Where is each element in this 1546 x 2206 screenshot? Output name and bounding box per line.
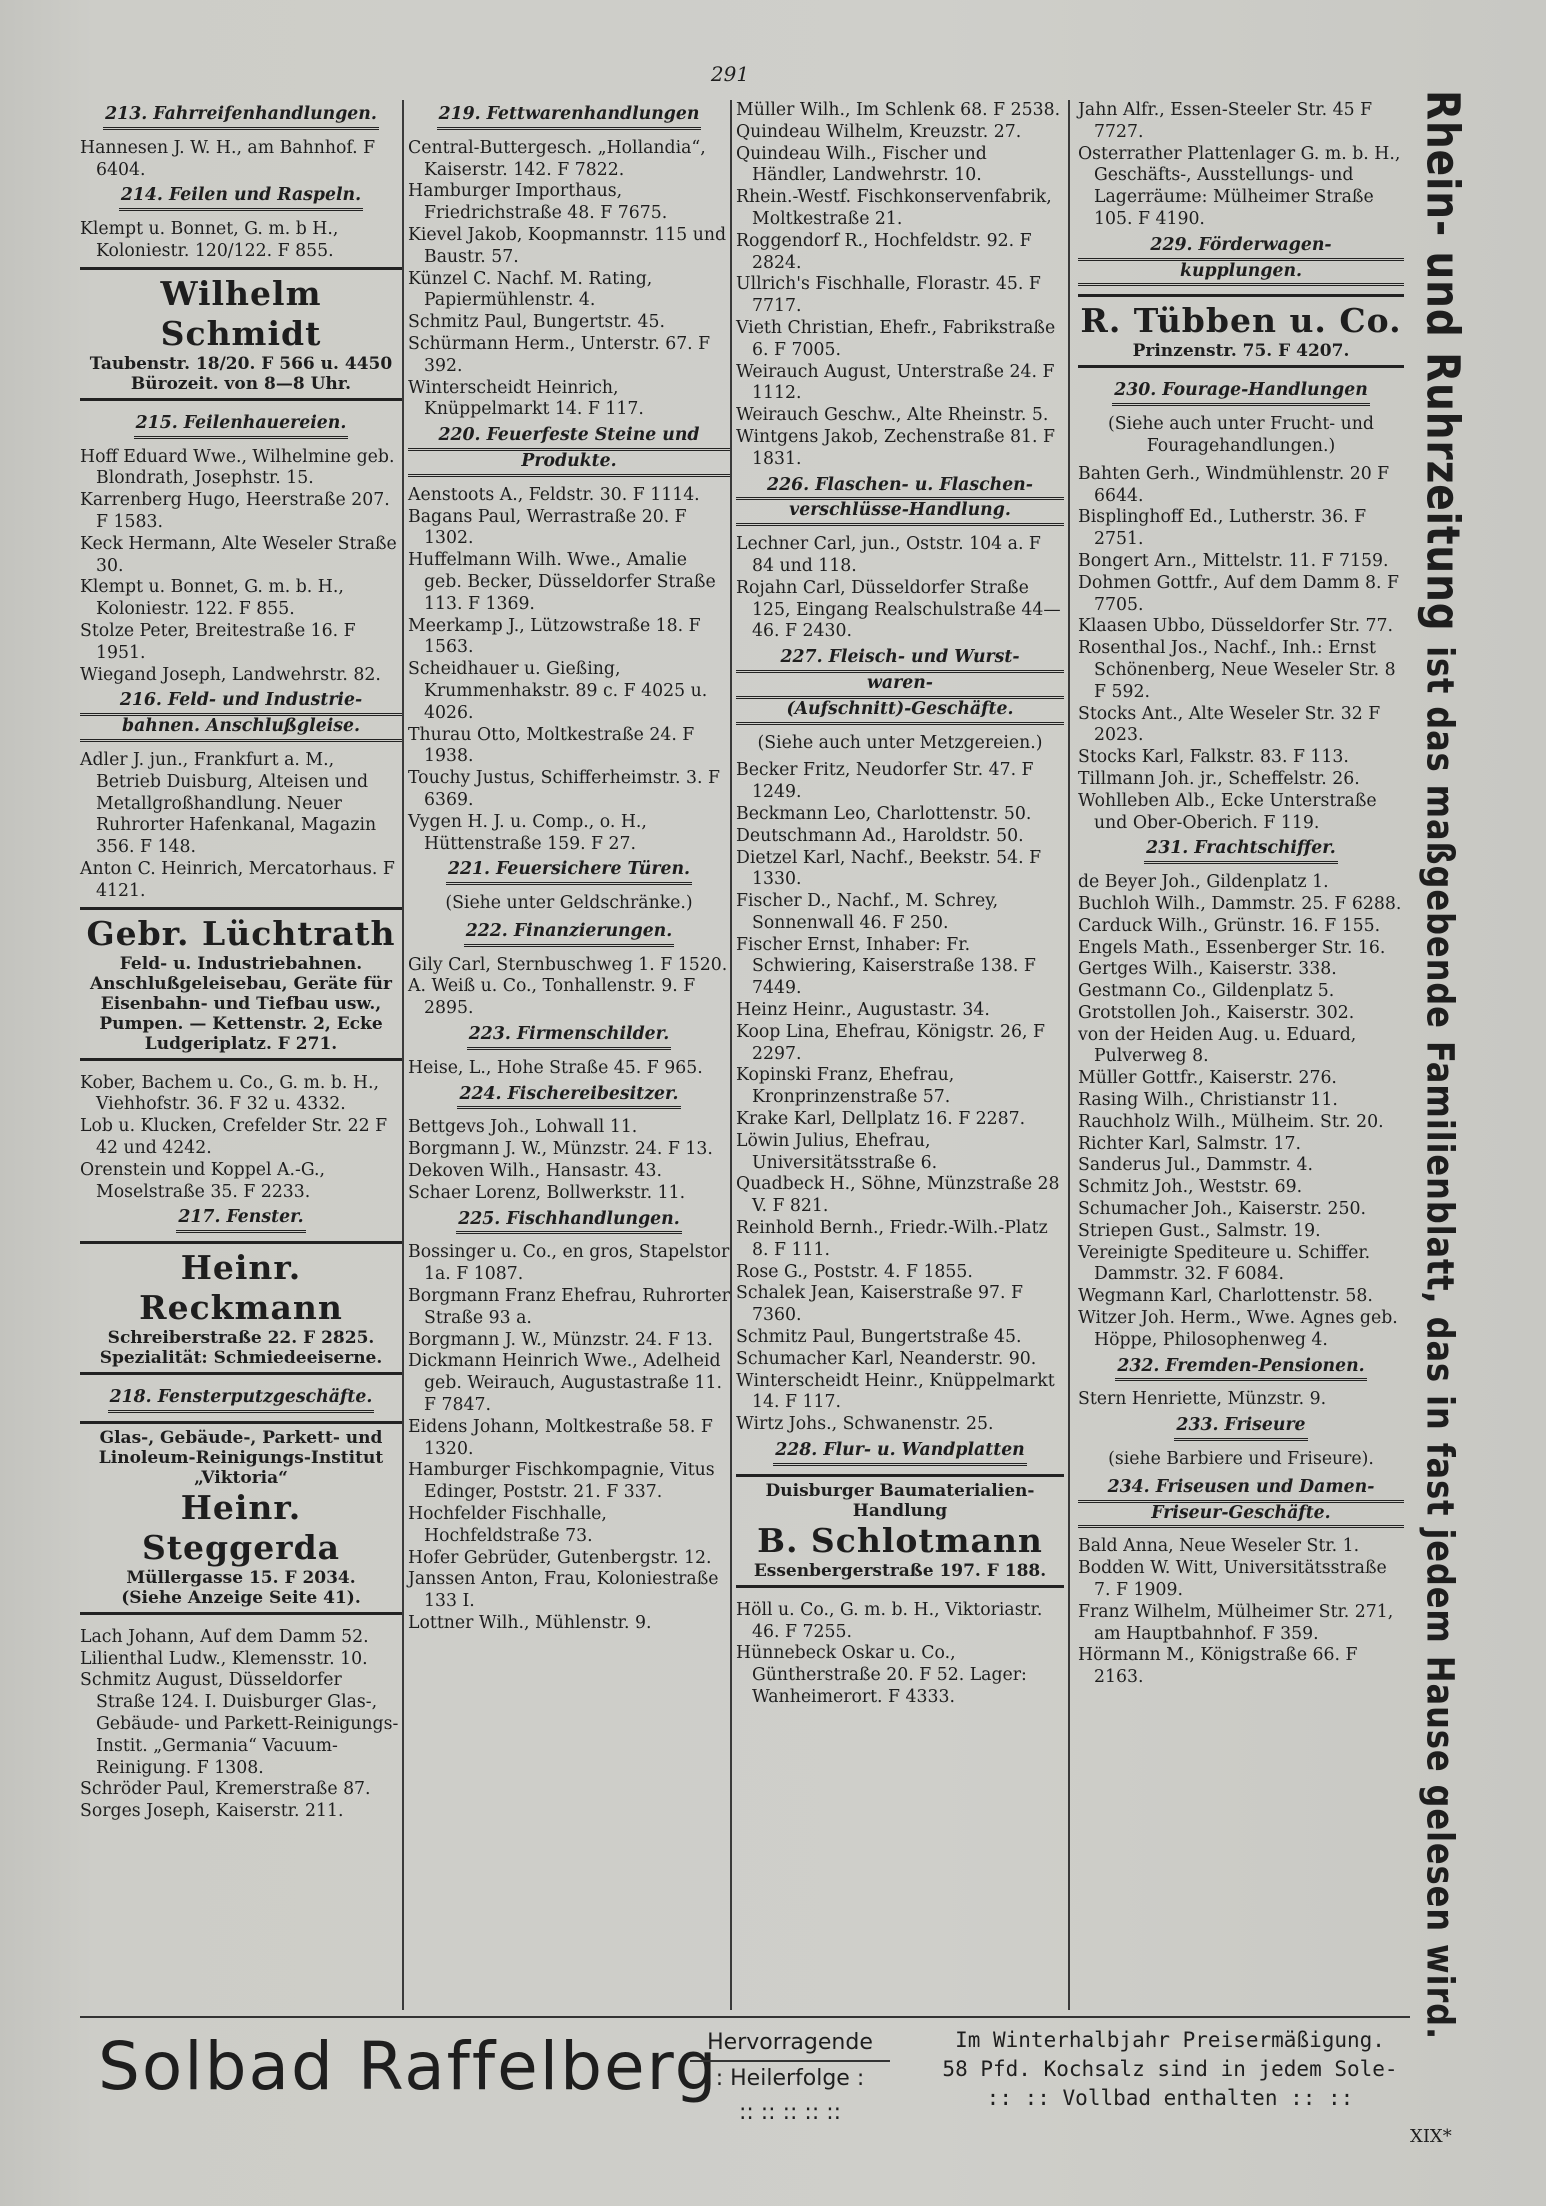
directory-entry: Schaer Lorenz, Bollwerkstr. 11. xyxy=(408,1182,686,1203)
ad-right-line-1: Im Winterhalbjahr Preisermäßigung. xyxy=(955,2028,1385,2052)
directory-entry: Meerkamp J., Lützowstraße 18. F 1563. xyxy=(408,615,701,658)
directory-entry: Lechner Carl, jun., Oststr. 104 a. F 84 und 118. xyxy=(736,534,1041,576)
section-heading-line: verschlüsse-Handlung. xyxy=(736,500,1064,526)
ad-company-name: B. Schlotmann xyxy=(757,1520,1043,1560)
directory-entry: Hamburger Importhaus, Friedrichstraße 48. F 7675. xyxy=(408,181,668,224)
company-advertisement xyxy=(80,1241,402,1375)
section-heading xyxy=(408,425,730,477)
column-divider xyxy=(402,100,404,2010)
directory-entry: Höll u. Co., G. m. b. H., Viktoriastr. 46. F 7255. xyxy=(736,1599,1043,1642)
directory-entry: Schmitz Paul, Bungertstraße 45. xyxy=(736,1327,1022,1348)
directory-entry: Ullrich's Fischhalle, Florastr. 45. F 7717. xyxy=(736,274,1041,317)
directory-entry: Müller Gottfr., Kaiserstr. 276. xyxy=(1078,1068,1337,1089)
ad-company-name: Wilhelm Schmidt xyxy=(160,273,322,353)
directory-entry: Aenstoots A., Feldstr. 30. F 1114. xyxy=(408,484,700,505)
directory-entry: Gertges Wilh., Kaiserstr. 338. xyxy=(1078,959,1337,980)
directory-entry: Central-Buttergesch. „Hollandia“, Kaiserstr. 142. F 7822. xyxy=(408,137,706,180)
directory-entry: Stocks Ant., Alte Weseler Str. 32 F 2023. xyxy=(1078,703,1381,746)
section-heading-line: 220. Feuerfeste Steine und xyxy=(408,425,730,451)
directory-entry: Kober, Bachem u. Co., G. m. b. H., Viehhofstr. 36. F 32 u. 4332. xyxy=(80,1072,379,1115)
directory-entry: Lottner Wilh., Mühlenstr. 9. xyxy=(408,1613,652,1633)
section-heading xyxy=(408,859,730,885)
section-heading-text: 217. Fenster. xyxy=(176,1207,305,1233)
section-heading xyxy=(408,1024,730,1050)
directory-entry: Lach Johann, Auf dem Damm 52. xyxy=(80,1626,369,1647)
directory-entry: Lilienthal Ludw., Klemensstr. 10. xyxy=(80,1648,368,1669)
section-heading-text: 219. Fettwarenhandlungen xyxy=(437,104,702,130)
section-heading-text: 231. Frachtschiffer. xyxy=(1144,838,1338,864)
directory-entry: Tillmann Joh. jr., Scheffelstr. 26. xyxy=(1078,768,1360,789)
directory-entry: Stocks Karl, Falkstr. 83. F 113. xyxy=(1078,747,1349,768)
banner-title: Rhein- und Ruhrzeitung xyxy=(1416,90,1470,632)
directory-entry: Hamburger Fischkompagnie, Vitus Edinger, Poststr. 21. F 337. xyxy=(408,1460,715,1503)
ad-details: Prinzenstr. 75. F 4207. xyxy=(1132,341,1350,362)
section-heading-line: waren- xyxy=(736,673,1064,699)
directory-entry: Wegmann Karl, Charlottenstr. 58. xyxy=(1078,1286,1373,1307)
ad-right-box xyxy=(930,2026,1410,2113)
section-heading-line: 229. Förderwagen- xyxy=(1078,235,1404,261)
directory-entry: Sanderus Jul., Dammstr. 4. xyxy=(1078,1155,1313,1176)
company-advertisement xyxy=(736,1474,1064,1588)
directory-entry: Schmitz Joh., Weststr. 69. xyxy=(1078,1177,1303,1198)
directory-entry: Jahn Alfr., Essen-Steeler Str. 45 F 7727. xyxy=(1078,100,1373,142)
column-1 xyxy=(80,100,402,1823)
directory-entry: Schumacher Karl, Neanderstr. 90. xyxy=(736,1348,1037,1369)
section-heading-text: 221. Feuersichere Türen. xyxy=(446,859,692,885)
directory-entry: Quindeau Wilh., Fischer und Händler, Landwehrstr. 10. xyxy=(736,143,987,186)
ad-details: Taubenstr. 18/20. F 566 u. 4450 xyxy=(89,353,393,374)
ad-details: Feld- u. Industriebahnen. Anschlußgeleisebau, Geräte für Eisenbahn- und Tiefbau usw., Pumpen. — Kettenstr. 2, Ecke Ludgeriplatz. F 271. xyxy=(89,953,392,1054)
directory-entry: Engels Math., Essenberger Str. 16. xyxy=(1078,937,1386,958)
section-heading xyxy=(736,1440,1064,1466)
section-heading-text: 225. Fischhandlungen. xyxy=(456,1209,682,1235)
directory-entry: Schmitz August, Düsseldorfer Straße 124. I. Duisburger Glas-, Gebäude- und Parkett-Reinigungs-Instit. „Germania“ Vacuum-Reinigung. F 1308. xyxy=(80,1670,399,1778)
directory-entry: Hannesen J. W. H., am Bahnhof. F 6404. xyxy=(80,137,376,180)
directory-entry: Borgmann Franz Ehefrau, Ruhrorter Straße 93 a. xyxy=(408,1286,730,1328)
section-note: (Siehe unter Geldschränke.) xyxy=(445,893,693,914)
section-heading-line: 216. Feld- und Industrie- xyxy=(80,690,402,716)
section-note: (Siehe auch unter Frucht- und Fouragehandlungen.) xyxy=(1108,414,1374,456)
ad-details: Müllergasse 15. F 2034. xyxy=(126,1567,356,1588)
section-heading xyxy=(408,1209,730,1235)
directory-entry: de Beyer Joh., Gildenplatz 1. xyxy=(1078,872,1329,893)
directory-entry: Touchy Justus, Schifferheimstr. 3. F 6369. xyxy=(408,768,720,810)
directory-entry: Schürmann Herm., Unterstr. 67. F 392. xyxy=(408,333,711,376)
directory-entry: Bettgevs Joh., Lohwall 11. xyxy=(408,1117,638,1138)
ad-details: Bürozeit. von 8—8 Uhr. xyxy=(130,373,352,394)
directory-entry: Hörmann M., Königstraße 66. F 2163. xyxy=(1078,1645,1358,1688)
directory-entry: Bahten Gerh., Windmühlenstr. 20 F 6644. xyxy=(1078,463,1390,506)
directory-entry: Schalek Jean, Kaiserstraße 97. F 7360. xyxy=(736,1283,1023,1326)
section-heading xyxy=(80,690,402,742)
section-heading-line: 226. Flaschen- u. Flaschen- xyxy=(736,475,1064,501)
section-heading xyxy=(1078,235,1404,287)
section-heading-text: 233. Friseure xyxy=(1174,1415,1307,1441)
directory-entry: Vereinigte Spediteure u. Schiffer. Dammstr. 32. F 6084. xyxy=(1078,1242,1371,1285)
directory-entry: Dietzel Karl, Nachf., Beekstr. 54. F 1330. xyxy=(736,847,1042,890)
ad-tagline: Glas-, Gebäude-, Parkett- und Linoleum-Reinigungs-Institut „Viktoria“ xyxy=(98,1427,384,1488)
directory-entry: Orenstein und Koppel A.-G., Moselstraße 35. F 2233. xyxy=(80,1159,325,1202)
ad-brand: Solbad Raffelberg xyxy=(98,2028,719,2105)
ad-company-name: Heinr. Reckmann xyxy=(139,1248,343,1328)
directory-entry: Keck Hermann, Alte Weseler Straße 30. xyxy=(80,533,397,576)
directory-entry: Osterrather Plattenlager G. m. b. H., Geschäfts-, Ausstellungs- und Lagerräume: Mülheimer Straße 105. F 4190. xyxy=(1078,143,1401,229)
directory-entry: Hoff Eduard Wwe., Wilhelmine geb. Blondrath, Josephstr. 15. xyxy=(80,446,395,489)
directory-entry: Koop Lina, Ehefrau, Königstr. 26, F 2297. xyxy=(736,1021,1045,1064)
directory-entry: Bisplinghoff Ed., Lutherstr. 36. F 2751. xyxy=(1078,507,1367,550)
directory-entry: Sorges Joseph, Kaiserstr. 211. xyxy=(80,1801,344,1822)
directory-entry: Stolze Peter, Breitestraße 16. F 1951. xyxy=(80,620,356,663)
directory-entry: Krake Karl, Dellplatz 16. F 2287. xyxy=(736,1109,1026,1130)
section-heading-text: 218. Fensterputzgeschäfte. xyxy=(108,1387,375,1413)
directory-entry: Fischer Ernst, Inhaber: Fr. Schwiering, Kaiserstraße 138. F 7449. xyxy=(736,934,1036,999)
section-heading-text: 224. Fischereibesitzer. xyxy=(457,1084,680,1110)
directory-entry: Schmitz Paul, Bungertstr. 45. xyxy=(408,312,665,333)
directory-entry: Weirauch Geschw., Alte Rheinstr. 5. xyxy=(736,405,1049,426)
directory-entry: Dickmann Heinrich Wwe., Adelheid geb. Weirauch, Augustastraße 11. F 7847. xyxy=(408,1351,722,1416)
directory-entry: Hofer Gebrüder, Gutenbergstr. 12. xyxy=(408,1547,712,1568)
ad-middle-line-2: : Heilerfolge : xyxy=(715,2066,865,2091)
bottom-advertisement xyxy=(80,2016,1410,2148)
directory-entry: Winterscheidt Heinr., Knüppelmarkt 14. F 117. xyxy=(736,1370,1055,1413)
column-divider xyxy=(1068,100,1070,2010)
directory-entry: Quindeau Wilhelm, Kreuzstr. 27. xyxy=(736,121,1022,142)
directory-entry: Roggendorf R., Hochfeldstr. 92. F 2824. xyxy=(736,230,1032,273)
directory-entry: Gily Carl, Sternbuschweg 1. F 1520. xyxy=(408,954,728,975)
directory-entry: Grotstollen Joh., Kaiserstr. 302. xyxy=(1078,1002,1355,1023)
company-advertisement xyxy=(80,267,402,401)
directory-entry: Reinhold Bernh., Friedr.-Wilh.-Platz 8. F 111. xyxy=(736,1218,1048,1260)
section-heading-line: (Aufschnitt)-Geschäfte. xyxy=(736,699,1064,725)
section-heading-line: bahnen. Anschlußgleise. xyxy=(80,716,402,742)
section-heading xyxy=(1078,1415,1404,1441)
section-heading-text: 230. Fourage-Handlungen xyxy=(1112,380,1370,406)
directory-entry: Bagans Paul, Werrastraße 20. F 1302. xyxy=(408,506,687,549)
directory-entry: Anton C. Heinrich, Mercatorhaus. F 4121. xyxy=(80,858,395,901)
section-heading xyxy=(736,647,1064,724)
directory-entry: Kievel Jakob, Koopmannstr. 115 und Baustr. 57. xyxy=(408,224,727,267)
directory-entry: Wintgens Jakob, Zechenstraße 81. F 1831. xyxy=(736,426,1056,469)
directory-entry: Wiegand Joseph, Landwehrstr. 82. xyxy=(80,664,381,685)
directory-entry: Klaasen Ubbo, Düsseldorfer Str. 77. xyxy=(1078,616,1394,637)
page-number: 291 xyxy=(710,62,750,86)
directory-entry: Witzer Joh. Herm., Wwe. Agnes geb. Höppe, Philosophenweg 4. xyxy=(1078,1308,1398,1350)
section-heading xyxy=(408,921,730,947)
section-heading xyxy=(80,104,402,130)
ad-middle-line-3: :: :: :: :: :: xyxy=(738,2100,842,2125)
directory-entry: Adler J. jun., Frankfurt a. M., Betrieb Duisburg, Alteisen und Metallgroßhandlung. Neuer Ruhrorter Hafenkanal, Magazin 356. F 148. xyxy=(80,749,377,858)
ad-company-name: Gebr. Lüchtrath xyxy=(86,913,396,953)
directory-entry: Wohlleben Alb., Ecke Unterstraße und Ober-Oberich. F 119. xyxy=(1078,790,1377,833)
directory-entry: Weirauch August, Unterstraße 24. F 1112. xyxy=(736,361,1055,404)
directory-entry: Eidens Johann, Moltkestraße 58. F 1320. xyxy=(408,1416,713,1459)
section-note: (siehe Barbiere und Friseure). xyxy=(1108,1449,1374,1470)
directory-entry: Bald Anna, Neue Weseler Str. 1. xyxy=(1078,1536,1360,1557)
section-heading-line: Friseur-Geschäfte. xyxy=(1078,1503,1404,1529)
directory-entry: Künzel C. Nachf. M. Rating, Papiermühlenstr. 4. xyxy=(408,268,653,311)
section-heading-line: kupplungen. xyxy=(1078,261,1404,287)
ad-company-name: R. Tübben u. Co. xyxy=(1080,301,1402,341)
column-3 xyxy=(736,100,1064,1709)
directory-entry: Janssen Anton, Frau, Koloniestraße 133 I. xyxy=(408,1569,719,1612)
directory-entry: Klempt u. Bonnet, G. m. b. H., Koloniestr. 122. F 855. xyxy=(80,577,344,620)
directory-entry: A. Weiß u. Co., Tonhallenstr. 9. F 2895. xyxy=(408,976,696,1019)
directory-entry: Dekoven Wilh., Hansastr. 43. xyxy=(408,1161,663,1182)
ad-details: Schreiberstraße 22. F 2825. xyxy=(107,1328,375,1349)
directory-entry: Becker Fritz, Neudorfer Str. 47. F 1249. xyxy=(736,760,1034,803)
directory-entry: Striepen Gust., Salmstr. 19. xyxy=(1078,1220,1321,1241)
column-4 xyxy=(1078,100,1404,1689)
directory-entry: Borgmann J. W., Münzstr. 24. F 13. xyxy=(408,1139,713,1160)
ad-company-name: Heinr. Steggerda xyxy=(141,1487,341,1567)
directory-entry: Buchloh Wilh., Dammstr. 25. F 6288. xyxy=(1078,893,1402,914)
directory-entry: Rasing Wilh., Christianstr 11. xyxy=(1078,1090,1338,1111)
directory-entry: Thurau Otto, Moltkestraße 24. F 1938. xyxy=(408,724,695,767)
section-heading xyxy=(1078,380,1404,406)
directory-entry: Wirtz Johs., Schwanenstr. 25. xyxy=(736,1414,994,1435)
directory-entry: Vieth Christian, Ehefr., Fabrikstraße 6. F 7005. xyxy=(736,317,1056,360)
company-advertisement xyxy=(1078,294,1404,368)
ad-details: (Siehe Anzeige Seite 41). xyxy=(121,1587,361,1608)
directory-entry: Bongert Arn., Mittelstr. 11. F 7159. xyxy=(1078,550,1389,571)
section-heading-line: Produkte. xyxy=(408,451,730,477)
directory-entry: Rose G., Poststr. 4. F 1855. xyxy=(736,1261,973,1282)
directory-entry: Deutschmann Ad., Haroldstr. 50. xyxy=(736,825,1024,846)
directory-entry: Huffelmann Wilh. Wwe., Amalie geb. Becker, Düsseldorfer Straße 113. F 1369. xyxy=(408,550,716,614)
directory-entry: Stern Henriette, Münzstr. 9. xyxy=(1078,1389,1327,1410)
section-heading-text: 214. Feilen und Raspeln. xyxy=(119,185,363,211)
directory-entry: Gestmann Co., Gildenplatz 5. xyxy=(1078,981,1335,1002)
section-heading xyxy=(1078,838,1404,864)
directory-entry: Hochfelder Fischhalle, Hochfeldstraße 73. xyxy=(408,1504,607,1546)
directory-entry: Franz Wilhelm, Mülheimer Str. 271, am Hauptbahnhof. F 359. xyxy=(1078,1601,1394,1644)
section-heading-text: 215. Feilenhauereien. xyxy=(134,413,349,439)
page-reference: XIX* xyxy=(1410,2126,1452,2147)
section-heading xyxy=(80,1207,402,1233)
directory-entry: Dohmen Gottfr., Auf dem Damm 8. F 7705. xyxy=(1078,572,1400,615)
company-advertisement xyxy=(80,1421,402,1615)
section-heading-line: 234. Friseusen und Damen- xyxy=(1078,1477,1404,1503)
column-divider xyxy=(730,100,732,2010)
directory-entry: Karrenberg Hugo, Heerstraße 207. F 1583. xyxy=(80,490,390,532)
section-heading xyxy=(80,185,402,211)
directory-entry: Bossinger u. Co., en gros, Stapelstor 1a. F 1087. xyxy=(408,1242,730,1285)
directory-entry: Klempt u. Bonnet, G. m. b H., Koloniestr. 120/122. F 855. xyxy=(80,219,339,261)
ad-right-line-2: 58 Pfd. Kochsalz sind in jedem Sole- xyxy=(942,2057,1398,2081)
section-heading-text: 213. Fahrreifenhandlungen. xyxy=(103,104,379,130)
ad-details: Spezialität: Schmiedeeiserne. xyxy=(99,1348,383,1369)
section-note: (Siehe auch unter Metzgereien.) xyxy=(757,732,1043,753)
directory-entry: Heinz Heinr., Augustastr. 34. xyxy=(736,1000,990,1021)
section-heading xyxy=(408,104,730,130)
section-heading xyxy=(408,1084,730,1110)
section-heading-text: 228. Flur- u. Wandplatten xyxy=(773,1440,1027,1466)
directory-entry: Fischer D., Nachf., M. Schrey, Sonnenwall 46. F 250. xyxy=(736,891,999,933)
directory-entry: Schumacher Joh., Kaiserstr. 250. xyxy=(1078,1199,1366,1220)
directory-entry: Scheidhauer u. Gießing, Krummenhakstr. 89 c. F 4025 u. 4026. xyxy=(408,659,708,723)
ad-middle-line-1: Hervorragende xyxy=(690,2026,890,2062)
directory-entry: Winterscheidt Heinrich, Knüppelmarkt 14. F 117. xyxy=(408,377,644,420)
directory-entry: Bodden W. Witt, Universitätsstraße 7. F 1909. xyxy=(1078,1558,1387,1601)
section-heading xyxy=(1078,1477,1404,1529)
ad-right-line-3: :: :: Vollbad enthalten :: :: xyxy=(986,2086,1354,2110)
directory-entry: Müller Wilh., Im Schlenk 68. F 2538. xyxy=(736,100,1061,120)
directory-entry: Richter Karl, Salmstr. 17. xyxy=(1078,1133,1301,1154)
directory-entry: Rosenthal Jos., Nachf., Inh.: Ernst Schönenberg, Neue Weseler Str. 8 F 592. xyxy=(1078,638,1396,702)
directory-entry: Vygen H. J. u. Comp., o. H., Hüttenstraße 159. F 27. xyxy=(408,811,647,854)
section-heading xyxy=(736,475,1064,527)
section-heading xyxy=(80,1387,402,1413)
section-heading-text: 222. Finanzierungen. xyxy=(464,921,675,947)
ad-tagline: Duisburger Baumaterialien-Handlung xyxy=(765,1480,1035,1521)
directory-entry: Beckmann Leo, Charlottenstr. 50. xyxy=(736,803,1032,824)
directory-entry: Schröder Paul, Kremerstraße 87. xyxy=(80,1779,371,1800)
directory-entry: Löwin Julius, Ehefrau, Universitätsstraße 6. xyxy=(736,1130,938,1173)
directory-entry: Heise, L., Hohe Straße 45. F 965. xyxy=(408,1057,703,1078)
section-heading-line: 227. Fleisch- und Wurst- xyxy=(736,647,1064,673)
directory-entry: Rhein.-Westf. Fischkonservenfabrik, Moltkestraße 21. xyxy=(736,187,1052,229)
directory-entry: von der Heiden Aug. u. Eduard, Pulverweg 8. xyxy=(1078,1024,1357,1067)
directory-entry: Rauchholz Wilh., Mülheim. Str. 20. xyxy=(1078,1111,1384,1132)
directory-entry: Quadbeck H., Söhne, Münzstraße 28 V. F 821. xyxy=(736,1174,1060,1217)
directory-entry: Hünnebeck Oskar u. Co., Güntherstraße 20. F 52. Lager: Wanheimerort. F 4333. xyxy=(736,1643,1027,1707)
directory-entry: Borgmann J. W., Münzstr. 24. F 13. xyxy=(408,1329,713,1350)
banner-slogan: ist das maßgebende Familienblatt, das in fast jedem Hause gelesen wird. xyxy=(1418,646,1462,2041)
directory-entry: Carduck Wilh., Grünstr. 16. F 155. xyxy=(1078,915,1381,936)
section-heading-text: 232. Fremden-Pensionen. xyxy=(1115,1356,1366,1382)
ad-details: Essenbergerstraße 197. F 188. xyxy=(753,1560,1047,1581)
directory-entry: Lob u. Klucken, Crefelder Str. 22 F 42 und 4242. xyxy=(80,1116,388,1158)
column-2 xyxy=(408,100,730,1635)
vertical-banner xyxy=(1408,90,1478,2040)
vertical-banner-text xyxy=(1417,90,1470,2040)
section-heading xyxy=(1078,1356,1404,1382)
directory-entry: Rojahn Carl, Düsseldorfer Straße 125, Eingang Realschulstraße 44—46. F 2430. xyxy=(736,577,1061,642)
directory-entry: Kopinski Franz, Ehefrau, Kronprinzenstraße 57. xyxy=(736,1065,955,1108)
section-heading xyxy=(80,413,402,439)
section-heading-text: 223. Firmenschilder. xyxy=(467,1024,671,1050)
ad-middle-box xyxy=(690,2026,890,2130)
company-advertisement xyxy=(80,907,402,1061)
